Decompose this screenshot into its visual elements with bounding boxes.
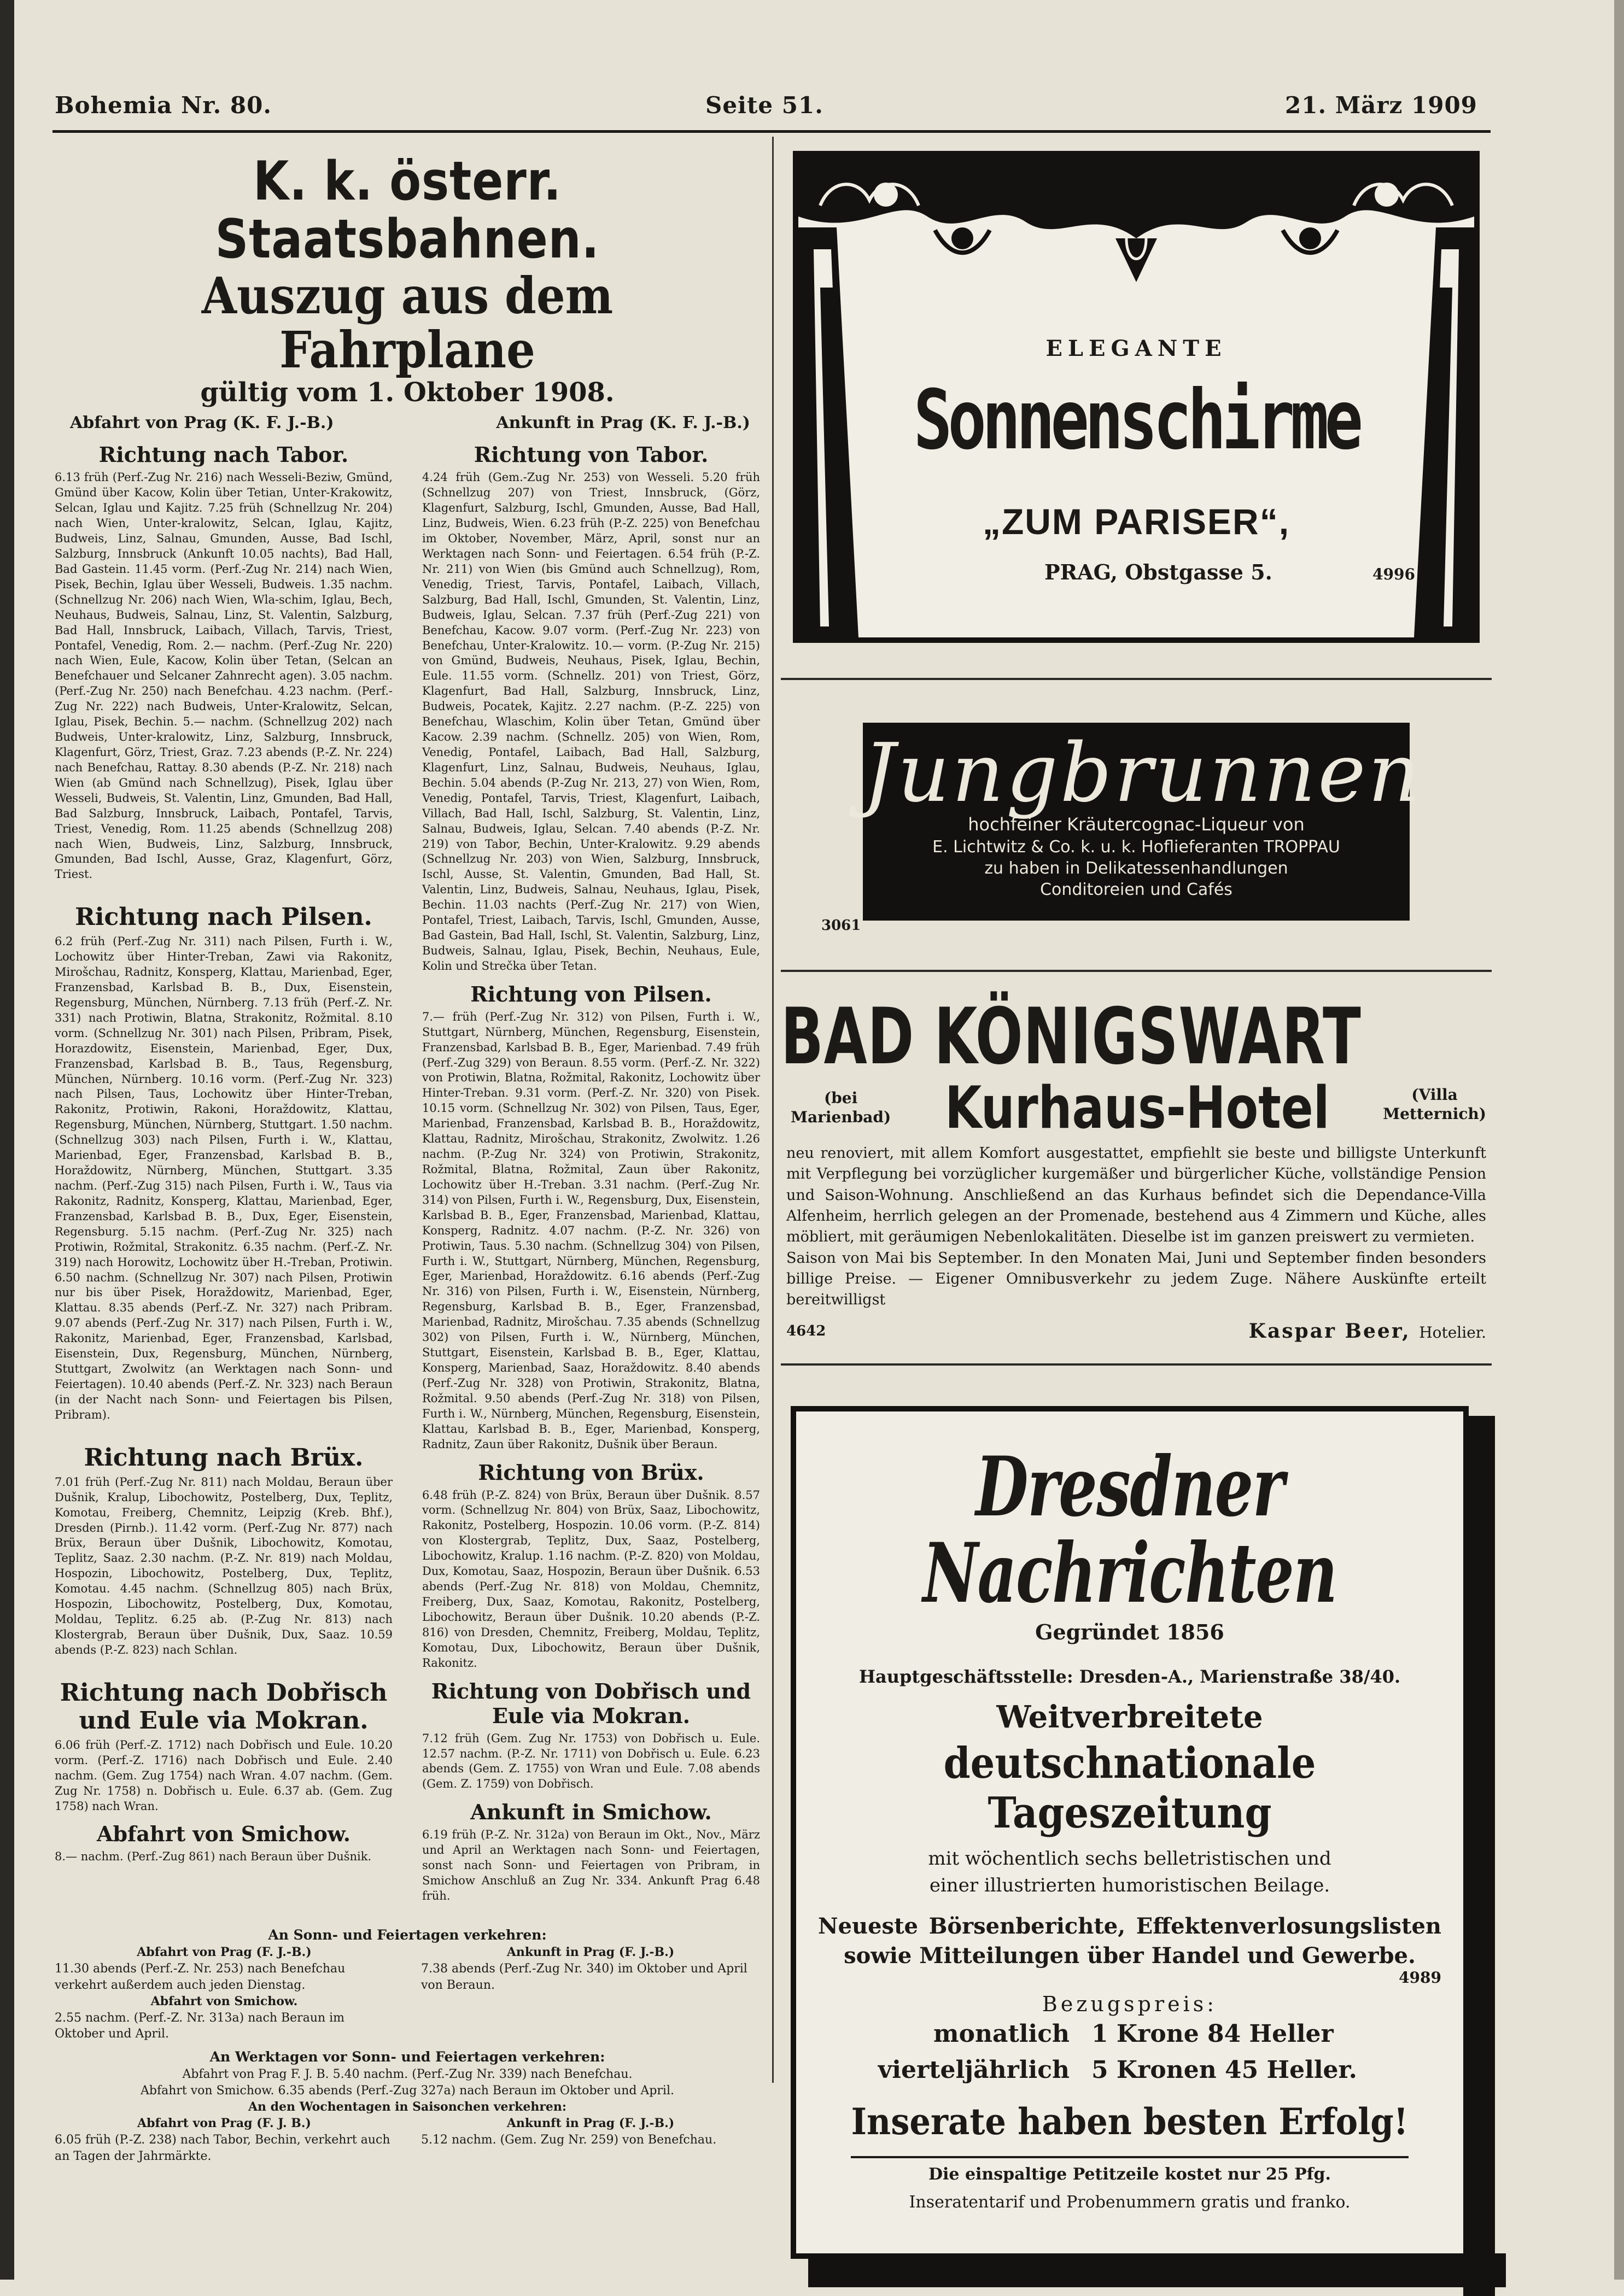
tagline: Weitverbreitete [996,1699,1263,1735]
section-text: 4.24 früh (Gem.-Zug Nr. 253) von Wesseli. 5.20 früh (Schnellzug 207) von Triest, Innsbruck, (Görz, Klagenfurt, Salzburg, Ischl, Gmunden, Ausse, Bad Hall, Linz, Budweis, Wien. 6.23 früh (P.-Z. 225) von Benefchau im Oktober, November, März, April, sonst nur an Werktagen nach Sonn- und Feiertagen. 6.54 früh (P.-Z. Nr. 211) von Wien (bis Gmünd auch Schnellzug), Rom, Venedig, Triest, Tarvis, Pontafel, Laibach, Villach, Salzburg, Bad Hall, Ischl, Gmunden, St. Valentin, Linz, Budweis, Iglau, Selcan. 7.37 früh (Perf.-Zug 221) von Benefchau, Kacow. 9.07 vorm. (Perf.-Zug Nr. 223) von Benefchau, Unter-Kralowitz. 10.— vorm. (P.-Zug Nr. 215) von Gmünd, Budweis, Neuhaus, Pisek, Iglau, Bechin, Eule. 11.55 vorm. (Schnellz. 201) von Triest, Görz, Klagenfurt, Bad Hall, Salzburg, Innsbruck, Linz, Budweis, Pocatek, Kajitz. 2.27 nachm. (P.-Z. 225) von Benefchau, Wlaschim, Kolin über Tetan, Gmünd über Kacow. 2.39 nachm. (Schnellz. 205) von Wien, Rom, Venedig, Pontafel, Laibach, Bad Hall, Salzburg, Klagenfurt, Linz, Salnau, Budweis, Neuhaus, Iglau, Bechin. 5.04 abends (P.-Zug Nr. 213, 27) von Wien, Rom, Venedig, Pontafel, Tarvis, Triest, Klagenfurt, Laibach, Villach, Bad Hall, Ischl, Salzburg, St. Valentin, Linz, Salnau, Budweis, Iglau, Selcan. 7.40 abends (P.-Z. Nr. 219) von Tabor, Bechin, Unter-Kralowitz. 9.29 abends (Schnellzug Nr. 203) von Wien, Salzburg, Innsbruck, Ischl, Ausse, St. Valentin, Gmunden, Bad Hall, St. Valentin, Linz, Budweis, Salnau, Neuhaus, Iglau, Pisek, Bechin. 11.03 nachts (Perf.-Zug Nr. 217) von Wien, Pontafel, Triest, Laibach, Tarvis, Ischl, Gmunden, Ausse, Bad Gastein, Bad Hall, Ischl, St. Valentin, Salzburg, Linz, Budweis, Salnau, Iglau, Pisek, Bechin, Neuhaus, Eule, Kolin und Strečka über Tetan. [422,471,760,973]
column-divider [772,137,774,2083]
ad-line: hochfeiner Kräutercognac-Liqueur von [968,814,1305,835]
section-heading: Abfahrt von Smichow. [96,1821,351,1847]
sunday-row [55,1944,760,2042]
timetable-validity: gültig vom 1. Oktober 1908. [200,377,615,408]
timetable-footer [55,1926,760,2165]
section-heading: Richtung von Brüx. [478,1460,704,1485]
ad-headline: BAD KÖNIGSWART [781,992,1362,1082]
section-text: 7.01 früh (Perf.-Zug Nr. 811) nach Moldau, Beraun über Dušnik, Kralup, Libochowitz, Postelberg, Dux, Teplitz, Komotau, Freiberg, Chemnitz, Leipzig (Kreb. Bhf.), Dresden (Pirnb.). 11.42 vorm. (Perf.-Zug Nr. 877) nach Brüx, Beraun über Dušnik, Libochowitz, Komotau, Teplitz, Saaz. 2.30 nachm. (P.-Z. Nr. 819) nach Moldau, Hospozin, Libochowitz, Postelberg, Dux, Teplitz, Komotau. 4.45 nachm. (Schnellzug 805) nach Brüx, Hospozin, Libochowitz, Postelberg, Dux, Komotau, Moldau, Teplitz. 6.25 ab. (P.-Zug Nr. 813) nach Klostergrab, Beraun über Dušnik, Dux, Saaz. 10.59 abends (P.-Z. 823) nach Schlan. [55,1475,393,1656]
ad-body: neu renoviert, mit allem Komfort ausgestattet, empfiehlt sie beste und billigste Unterkunft mit Verpflegung bei vorzüglicher kurgemäßer und bürgerlicher Küche, vollständige Pension und Saison-Wohnung. Anschließend an das Kurhaus befindet sich die Dependance-Villa Alfenheim, herrlich gelegen an der Promenade, bestehend aus 4 Zimmern und Küche, alles möbliert, mit geräumigen Nebenlokalitäten. Dieselbe ist im ganzen preiswert zu vermieten. [786,1145,1486,1246]
header-page-number: Seite 51. [705,92,823,119]
price-note: Die einspaltige Petitzeile kostet nur 25 Pfg. [928,2164,1331,2184]
section-text: 6.06 früh (Perf.-Z. 1712) nach Dobřisch und Eule. 10.20 vorm. (Perf.-Z. 1716) nach Dobřisch und Eule. 2.40 nachm. (Gem. Zug 1754) nach Wran. 4.07 nachm. (Gem. Zug Nr. 1758) n. Dobřisch u. Eule. 6.37 ab. (Gem. Zug 1758) nach Wran. [55,1738,393,1813]
ad-number: 4996 [1372,565,1415,583]
ad-rule [851,2156,1409,2158]
news-line: Neueste Börsenberichte, Effektenverlosungslisten sowie Mitteilungen über Handel und Gewerbe. [818,1913,1441,1969]
header-paper-issue: Bohemia Nr. 80. [55,92,272,119]
section-text: 7.— früh (Perf.-Zug Nr. 312) von Pilsen, Furth i. W., Stuttgart, Nürnberg, München, Regensburg, Eisenstein, Franzensbad, Karlsbad B. B., Eger, Marienbad. 7.49 früh (Perf.-Zug 329) von Beraun. 8.55 vorm. (Perf.-Z. Nr. 322) von Protiwin, Blatna, Rožmital, Rakonitz, Lochowitz über Hinter-Treban. 9.31 vorm. (Perf.-Z. Nr. 320) von Pisek. 10.15 vorm. (Schnellzug Nr. 302) von Pilsen, Taus, Eger, Marienbad, Franzensbad, Karlsbad B. B., Horaždowitz, Klattau, Radnitz, Mirošchau, Strakonitz, Zwolwitz. 1.26 nachm. (P.-Zug Nr. 324) von Protiwin, Strakonitz, Rožmital, Blatna, Rožmital, Zaun über Rakonitz, Lochowitz über H.-Treban. 3.31 nachm. (Perf.-Zug Nr. 314) von Pilsen, Furth i. W., Regensburg, Dux, Eisenstein, Karlsbad B. B., Eger, Franzensbad, Marienbad, Klattau, Konsperg, Radnitz. 4.07 nachm. (P.-Z. Nr. 326) von Protiwin, Taus. 5.30 nachm. (Schnellzug 304) von Pilsen, Furth i. W., Stuttgart, Nürnberg, München, Regensburg, Eger, Marienbad, Horaždowitz. 6.16 abends (Perf.-Zug Nr. 316) von Pilsen, Furth i. W., Eisenstein, Nürnberg, Regensburg, Karlsbad B. B., Eger, Franzensbad, Marienbad, Radnitz, Mirošchau. 7.35 abends (Schnellzug 302) von Pilsen, Furth i. W., Nürnberg, München, Stuttgart, Eisenstein, Karlsbad B. B., Eger, Klattau, Konsperg, Marienbad, Saaz, Horaždowitz. 8.40 abends (Perf.-Zug Nr. 328) von Protiwin, Strakonitz, Blatna, Rožmital. 9.50 abends (Perf.-Zug Nr. 318) von Pilsen, Furth i. W., Nürnberg, München, Regensburg, Eisenstein, Klattau, Karlsbad B. B., Eger, Marienbad, Konsperg, Radnitz, Zaun über Rakonitz, Dušnik über Beraun. [422,1010,760,1451]
section-text: 6.48 früh (P.-Z. 824) von Brüx, Beraun über Dušnik. 8.57 vorm. (Schnellzug Nr. 804) von Brüx, Saaz, Libochowitz, Rakonitz, Postelberg, Hospozin. 10.06 vorm. (P.-Z. 814) von Klostergrab, Teplitz, Dux, Saaz, Postelberg, Libochowitz, Kralup. 1.16 nachm. (P.-Z. 820) von Moldau, Dux, Komotau, Saaz, Hospozin, Beraun über Dušnik. 6.53 abends (Perf.-Zug Nr. 818) von Moldau, Chemnitz, Freiberg, Dux, Saaz, Komotau, Rakonitz, Postelberg, Libochowitz, Beraun über Dušnik. 10.20 abends (P.-Z. 816) von Dresden, Chemnitz, Freiberg, Moldau, Teplitz, Komotau, Dux, Libochowitz, Beraun über Dušnik, Rakonitz. [422,1488,760,1670]
sunday-departure-text: 11.30 abends (Perf.-Z. Nr. 253) nach Benefchau verkehrt außerdem auch jeden Dienstag. [55,1961,346,1992]
shop-address: PRAG, Obstgasse 5. [1044,560,1272,584]
section-text: 6.13 früh (Perf.-Zug Nr. 216) nach Wesseli-Beziw, Gmünd, Gmünd über Kacow, Kolin über Tetian, Unter-Krakowitz, Selcan, Iglau und Kajitz. 7.25 früh (Schnellzug Nr. 204) nach Wien, Unter-kralowitz, Selcan, Iglau, Kajitz, Budweis, Linz, Salnau, Gmunden, Ausse, Bad Ischl, Salzburg, Innsbruck (Ankunft 10.05 nachts), Bad Hall, Bad Gastein. 11.45 vorm. (Perf.-Zug Nr. 214) nach Wien, Pisek, Bechin, Iglau über Wesseli, Budweis. 1.35 nachm. (Schnellzug Nr. 206) nach Wien, Wla-schim, Iglau, Bech, Neuhaus, Budweis, Salnau, Linz, St. Valentin, Salzburg, Bad Hall, Innsbruck, Laibach, Villach, Tarvis, Triest, Pontafel, Venedig, Rom. 2.— nachm. (Perf.-Zug Nr. 220) nach Wien, Eule, Kacow, Kolin über Tetan, (Selcan an Benefchauer und Selcaner Zahnrecht agen). 3.05 nachm. (Perf.-Zug Nr. 250) nach Benefchau. 4.23 nachm. (Perf.-Zug Nr. 222) nach Budweis, Unter-Kralowitz, Selcan, Iglau, Pisek, Bechin. 5.— nachm. (Schnellzug 202) nach Budweis, Unter-kralowitz, Linz, Salzburg, Innsbruck, Klagenfurt, Görz, Triest, Graz. 7.23 abends (P.-Z. Nr. 224) nach Benefchau, Rattay. 8.30 abends (P.-Z. Nr. 218) nach Wien (ab Gmünd nach Schnellzug), Pisek, Iglau über Wesseli, Budweis, St. Valentin, Linz, Gmunden, Bad Hall, Bad Salzburg, Innsbruck, Laibach, Pontafel, Tarvis, Triest, Venedig, Rom. 11.25 abends (Schnellzug 208) nach Wien, Budweis, Linz, Salzburg, Innsbruck, Gmunden, Bad Ischl, Ausse, Graz, Klagenfurt, Görz, Triest. [55,471,393,881]
ad-line: E. Lichtwitz & Co. k. u. k. Hoflieferanten TROPPAU [932,837,1340,857]
shop-name: „ZUM PARISER“, [982,501,1290,542]
summer-row [55,2116,760,2165]
section-text: 6.19 früh (P.-Z. Nr. 312a) von Beraun im Okt., Nov., März und April an Werktagen nach Sonn- und Feiertagen, sonst nach Sonn- und Feiertagen von Pribram, in Smichow Anschluß an Zug Nr. 334. Ankunft Prag 6.48 früh. [422,1828,760,1902]
proprietor: Kaspar Beer, Hotelier. [1248,1319,1486,1343]
summer-arrival-heading: Ankunft in Prag (F. J.-B.) [506,2116,675,2131]
arrivals-column [422,435,760,1907]
workday-line: Abfahrt von Prag F. J. B. 5.40 nachm. (Perf.-Zug Nr. 339) nach Benefchau. [182,2067,633,2082]
location-note: (bei Marienbad) [791,1089,891,1127]
villa-note: (Villa Metternich) [1383,1086,1486,1123]
timetable-column-headings [70,413,750,432]
section-heading: Ankunft in Smichow. [470,1800,712,1825]
timetable-grid [55,435,760,1907]
timetable-title: K. k. österr. Staatsbahnen. [215,150,600,271]
ad-line: zu haben in Delikatessenhandlungen [984,858,1288,878]
box-shadow [808,2253,1506,2287]
section-heading: Richtung von Pilsen. [470,981,712,1006]
section-heading: Richtung von Dobřisch und Eule via Mokran. [431,1678,751,1728]
header-date: 21. März 1909 [1285,92,1477,119]
section-heading: Richtung nach Tabor. [98,442,349,467]
tagline-main: deutschnationale Tageszeitung [943,1738,1316,1838]
summer-heading: An den Wochentagen in Saisonchen verkehren: [248,2100,567,2115]
price-heading: Bezugspreis: [1042,1992,1218,2016]
ad-separator [781,970,1492,972]
season-note: Saison von Mai bis September. In den Monaten Mai, Juni und September finden besonders billige Preise. — Eigener Omnibusverkehr zu jedem Zuge. Nähere Auskünfte erteilt bereitwilligst [786,1249,1486,1309]
dresdner-nachrichten-ad [791,1406,1469,2259]
summer-arrival-text: 5.12 nachm. (Gem. Zug Nr. 259) von Benefchau. [421,2133,717,2147]
scan-edge-left [0,0,14,2280]
section-text: 8.— nachm. (Perf.-Zug 861) nach Beraun über Dušnik. [55,1850,372,1864]
ad-line: Conditoreien und Cafés [1040,880,1232,899]
bad-koenigswart-ad [781,992,1492,1347]
timetable-subtitle: Auszug aus dem Fahrplane [201,266,614,380]
ad-number: 4989 [1399,1968,1441,1987]
ad-headline: Jungbrunnen [863,726,1423,820]
ad-headline: Dresdner Nachrichten [922,1439,1337,1621]
workday-line: Abfahrt von Smichow. 6.35 abends (Perf.-Zug 327a) nach Beraun im Oktober und April. [140,2084,674,2098]
timetable-column [55,143,760,2165]
smichow-departure-text: 2.55 nachm. (Perf.-Z. Nr. 313a) nach Beraun im Oktober und April. [55,2011,345,2041]
price-row: monatlich 1 Krone 84 Heller [933,2019,1334,2048]
box-shadow [1463,1416,1495,2296]
summer-departure-heading: Abfahrt von Prag (F. J. B.) [137,2116,311,2131]
success-slogan: Inserate haben besten Erfolg! [851,2100,1409,2143]
tarif-note: Inseratentarif und Probenummern gratis und franko. [909,2192,1351,2212]
sunday-heading: An Sonn- und Feiertagen verkehren: [268,1926,547,1943]
price-row: vierteljährlich 5 Kronen 45 Heller. [878,2055,1357,2084]
sunday-departure-heading: Abfahrt von Prag (F. J.-B.) [137,1944,312,1959]
ad-number: 3061 [821,917,861,934]
office-address: Hauptgeschäftsstelle: Dresden-A., Marienstraße 38/40. [858,1666,1401,1687]
ad-kicker: ELEGANTE [1045,336,1227,361]
departures-column [55,435,393,1907]
ad-number: 4642 [786,1322,826,1339]
jungbrunnen-ad [863,723,1423,921]
section-text: 6.2 früh (Perf.-Zug Nr. 311) nach Pilsen, Furth i. W., Lochowitz über Hinter-Treban, Zawi via Rakonitz, Mirošchau, Radnitz, Konsperg, Klattau, Marienbad, Eger, Franzensbad, Karlsbad B. B., Dux, Eisenstein, Regensburg, München, Nürnberg. 7.13 früh (Perf.-Z. Nr. 331) nach Protiwin, Blatna, Strakonitz, Rožmital. 8.10 vorm. (Schnellzug Nr. 301) nach Pilsen, Pribram, Pisek, Horazdowitz, Eisenstein, Marienbad, Eger, Dux, Franzensbad, Karlsbad B. B., Taus, Regensburg, München, Nürnberg. 10.16 vorm. (Perf.-Zug Nr. 323) nach Pilsen, Taus, Lochowitz über Hinter-Treban, Rakonitz, Protiwin, Rakoni, Horaždowitz, Klattau, Regensburg, München, Nürnberg, Stuttgart. 1.50 nachm. (Schnellzug 303) nach Pilsen, Furth i. W., Klattau, Marienbad, Eger, Franzensbad, Karlsbad B. B., Horaždowitz, Nürnberg, München, Stuttgart. 3.35 nachm. (Perf.-Zug 315) nach Pilsen, Furth i. W., Taus via Rakonitz, Radnitz, Konsperg, Klattau, Marienbad, Eger, Franzensbad, Karlsbad B. B., Dux, Eger, Eisenstein, Regensburg. 5.15 nachm. (Perf.-Zug Nr. 325) nach Protiwin, Rožmital, Strakonitz. 6.35 nachm. (Perf.-Z. Nr. 319) nach Horowitz, Lochowitz über H.-Treban, Protiwin. 6.50 nachm. (Schnellzug Nr. 307) nach Pilsen, Protiwin nur bis über Pisek, Horaždowitz, Marienbad, Eger, Klattau. 8.35 abends (Perf.-Z. Nr. 327) nach Pribram. 9.07 abends (Perf.-Zug Nr. 317) nach Pilsen, Furth i. W., Rakonitz, Marienbad, Eger, Franzensbad, Karlsbad, Eisenstein, Dux, Regensburg, München, Nürnberg, Stuttgart, Zwolwitz (an Werktagen nach Sonn- und Feiertagen). 10.40 abends (Perf.-Z. Nr. 323) nach Beraun (in der Nacht nach Sonn- und Feiertagen bis Pilsen, Pribram). [55,935,393,1421]
departure-heading: Abfahrt von Prag (K. F. J.-B.) [70,413,334,433]
ad-headline: Sonnenschirme [913,373,1359,468]
section-heading: Richtung von Tabor. [474,442,709,467]
arrival-heading: Ankunft in Prag (K. F. J.-B.) [496,413,750,433]
workday-heading: An Werktagen vor Sonn- und Feiertagen verkehren: [209,2049,605,2065]
scan-edge-right [1614,0,1624,2280]
hotel-name: Kurhaus-Hotel [945,1074,1330,1142]
smichow-departure-heading: Abfahrt von Smichow. [150,1994,298,2008]
sunday-arrival-text: 7.38 abends (Perf.-Zug Nr. 340) im Oktober und April von Beraun. [421,1961,747,1992]
section-heading: Richtung nach Dobřisch und Eule via Mokran. [60,1678,388,1735]
ad-separator [781,678,1492,680]
section-heading: Richtung nach Pilsen. [75,903,372,932]
sunday-arrival-heading: Ankunft in Prag (F. J.-B.) [506,1944,675,1959]
supplement-line: mit wöchentlich sechs belletristischen und einer illustrierten humoristischen Beilage. [928,1848,1331,1897]
section-heading: Richtung nach Brüx. [84,1443,364,1472]
header-rule [52,130,1491,133]
summer-departure-text: 6.05 früh (P.-Z. 238) nach Tabor, Bechin, verkehrt auch an Tagen der Jahrmärkte. [55,2133,390,2163]
section-text: 7.12 früh (Gem. Zug Nr. 1753) von Dobřisch u. Eule. 12.57 nachm. (P.-Z. Nr. 1711) von Dobřisch u. Eule. 6.23 abends (Gem. Z. 1755) von Wran und Eule. 7.08 abends (Gem. Z. 1759) von Dobřisch. [422,1731,760,1791]
ad-separator [781,1363,1492,1366]
founded-line: Gegründet 1856 [1035,1620,1224,1644]
sonnenschirme-ad [793,151,1480,643]
